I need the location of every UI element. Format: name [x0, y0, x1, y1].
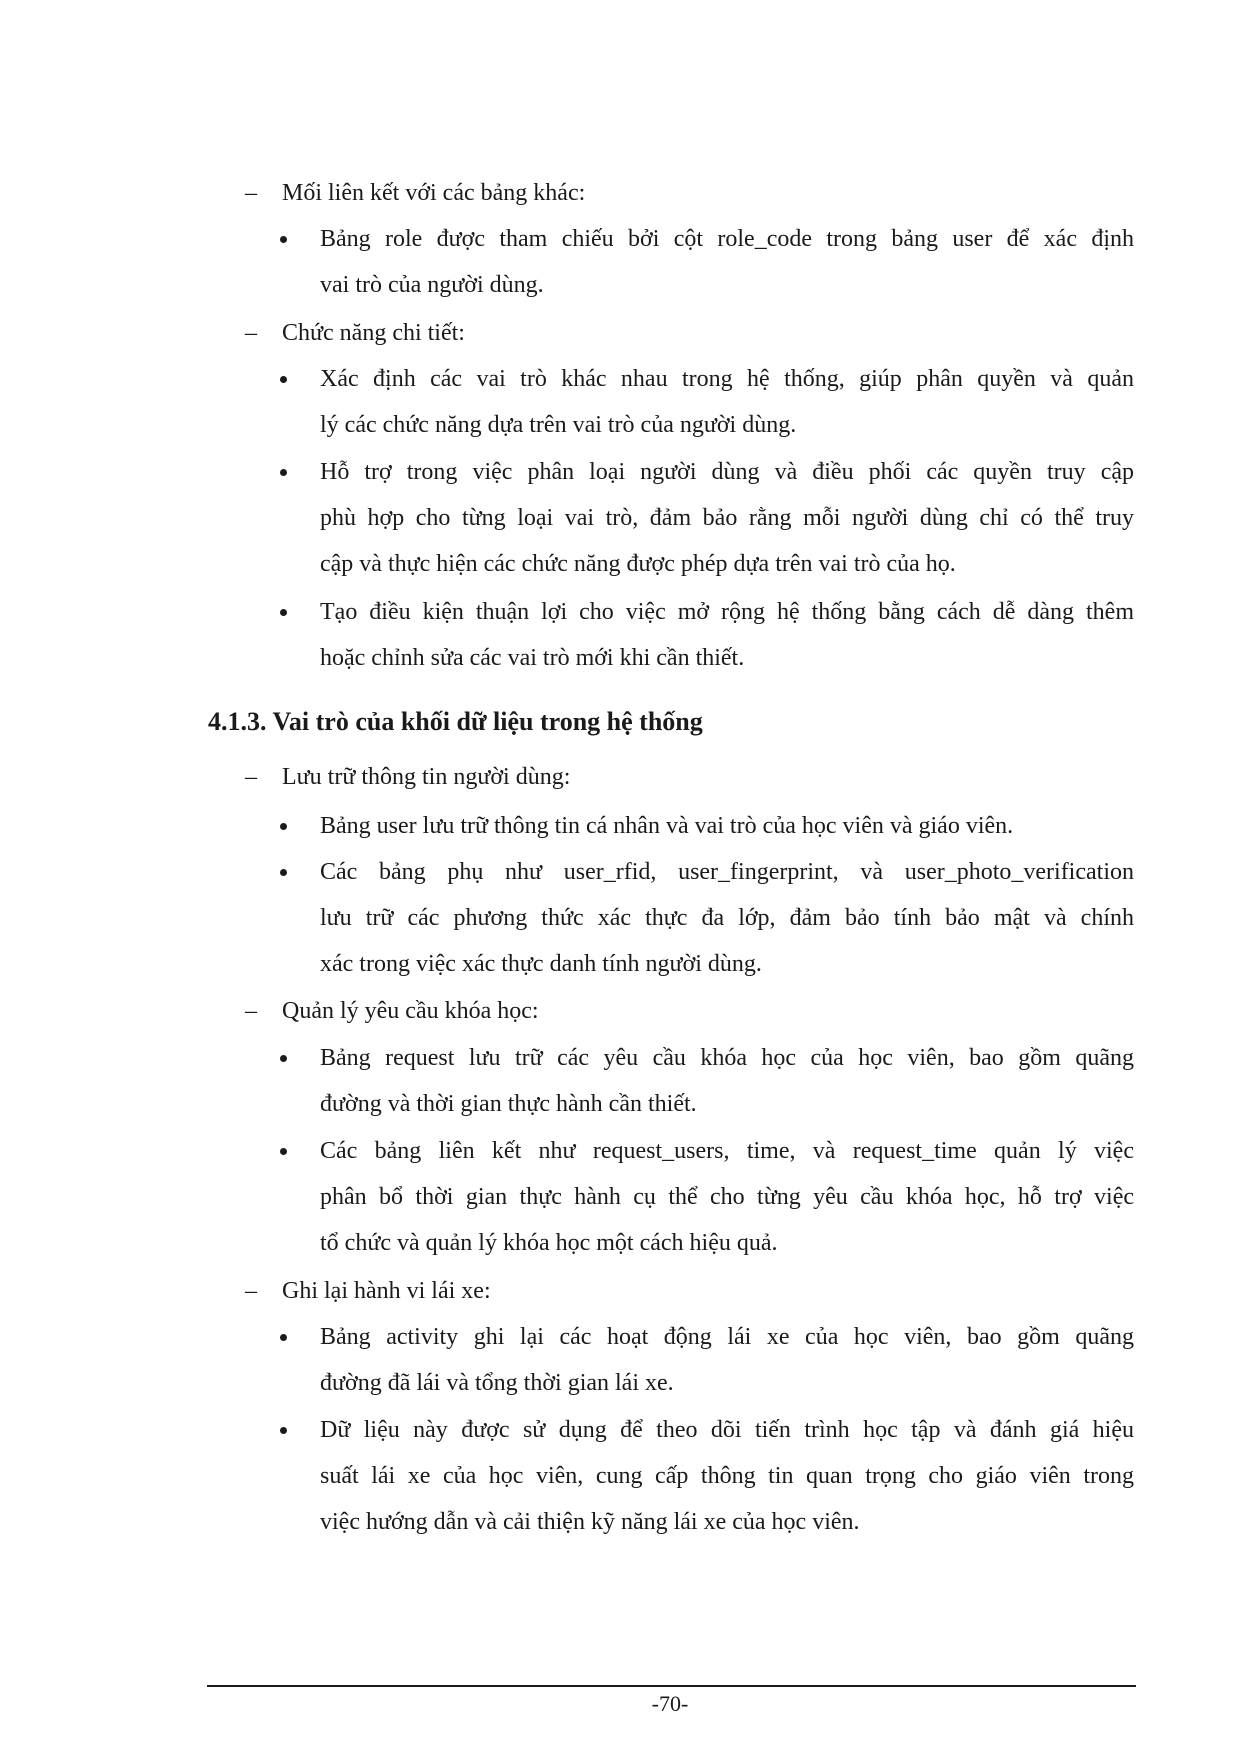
list-item-line: Dữ liệu này được sử dụng để theo dõi tiến trình học tập và đánh giá hiệu: [320, 1417, 1134, 1443]
dash-marker: –: [245, 320, 257, 346]
list-item-line: đường và thời gian thực hành cần thiết.: [320, 1091, 697, 1117]
list-item-line: tổ chức và quản lý khóa học một cách hiệu quả.: [320, 1230, 778, 1256]
footer-divider: [207, 1685, 1136, 1687]
dash-marker: –: [245, 998, 257, 1024]
bullet-dot-icon: [280, 469, 287, 476]
list-item-line: xác trong việc xác thực danh tính người dùng.: [320, 951, 762, 977]
bullet-dot-icon: [280, 1055, 287, 1062]
bullet-dot-icon: [280, 869, 287, 876]
dash-marker: –: [245, 1278, 257, 1304]
list-item-line: cập và thực hiện các chức năng được phép dựa trên vai trò của họ.: [320, 551, 956, 577]
bullet-dot-icon: [280, 1148, 287, 1155]
bullet-dot-icon: [280, 823, 287, 830]
list-item-line: Xác định các vai trò khác nhau trong hệ thống, giúp phân quyền và quản: [320, 366, 1134, 392]
list-item-line: phân bổ thời gian thực hành cụ thể cho từng yêu cầu khóa học, hỗ trợ việc: [320, 1184, 1134, 1210]
list-item-line: việc hướng dẫn và cải thiện kỹ năng lái xe của học viên.: [320, 1509, 860, 1535]
list-item-line: đường đã lái và tổng thời gian lái xe.: [320, 1370, 674, 1396]
list-item-line: Bảng request lưu trữ các yêu cầu khóa học của học viên, bao gồm quãng: [320, 1045, 1134, 1071]
bullet-dot-icon: [280, 376, 287, 383]
bullet-dot-icon: [280, 236, 287, 243]
section-label: Chức năng chi tiết:: [282, 320, 465, 346]
list-item-line: suất lái xe của học viên, cung cấp thông tin quan trọng cho giáo viên trong: [320, 1463, 1134, 1489]
section-heading: 4.1.3. Vai trò của khối dữ liệu trong hệ thống: [208, 707, 703, 736]
list-item-line: vai trò của người dùng.: [320, 272, 544, 298]
list-item-line: Các bảng phụ như user_rfid, user_fingerprint, và user_photo_verification: [320, 859, 1134, 885]
list-item-line: lưu trữ các phương thức xác thực đa lớp, đảm bảo tính bảo mật và chính: [320, 905, 1134, 931]
list-item-line: Các bảng liên kết như request_users, time, và request_time quản lý việc: [320, 1138, 1134, 1164]
section-label: Ghi lại hành vi lái xe:: [282, 1278, 491, 1304]
list-item-line: Tạo điều kiện thuận lợi cho việc mở rộng hệ thống bằng cách dễ dàng thêm: [320, 599, 1134, 625]
bullet-dot-icon: [280, 609, 287, 616]
list-item-line: phù hợp cho từng loại vai trò, đảm bảo rằng mỗi người dùng chỉ có thể truy: [320, 505, 1134, 531]
page-number: -70-: [651, 1691, 689, 1716]
bullet-dot-icon: [280, 1427, 287, 1434]
dash-marker: –: [245, 764, 257, 790]
list-item-line: hoặc chỉnh sửa các vai trò mới khi cần thiết.: [320, 645, 745, 671]
section-label: Mối liên kết với các bảng khác:: [282, 180, 586, 206]
list-item-line: Bảng user lưu trữ thông tin cá nhân và vai trò của học viên và giáo viên.: [320, 813, 1014, 839]
section-label: Quản lý yêu cầu khóa học:: [282, 998, 539, 1024]
dash-marker: –: [245, 180, 257, 206]
list-item-line: Bảng activity ghi lại các hoạt động lái xe của học viên, bao gồm quãng: [320, 1324, 1134, 1350]
section-label: Lưu trữ thông tin người dùng:: [282, 764, 571, 790]
list-item-line: Bảng role được tham chiếu bởi cột role_code trong bảng user để xác định: [320, 226, 1134, 252]
bullet-dot-icon: [280, 1334, 287, 1341]
list-item-line: lý các chức năng dựa trên vai trò của người dùng.: [320, 412, 797, 438]
list-item-line: Hỗ trợ trong việc phân loại người dùng và điều phối các quyền truy cập: [320, 459, 1134, 485]
